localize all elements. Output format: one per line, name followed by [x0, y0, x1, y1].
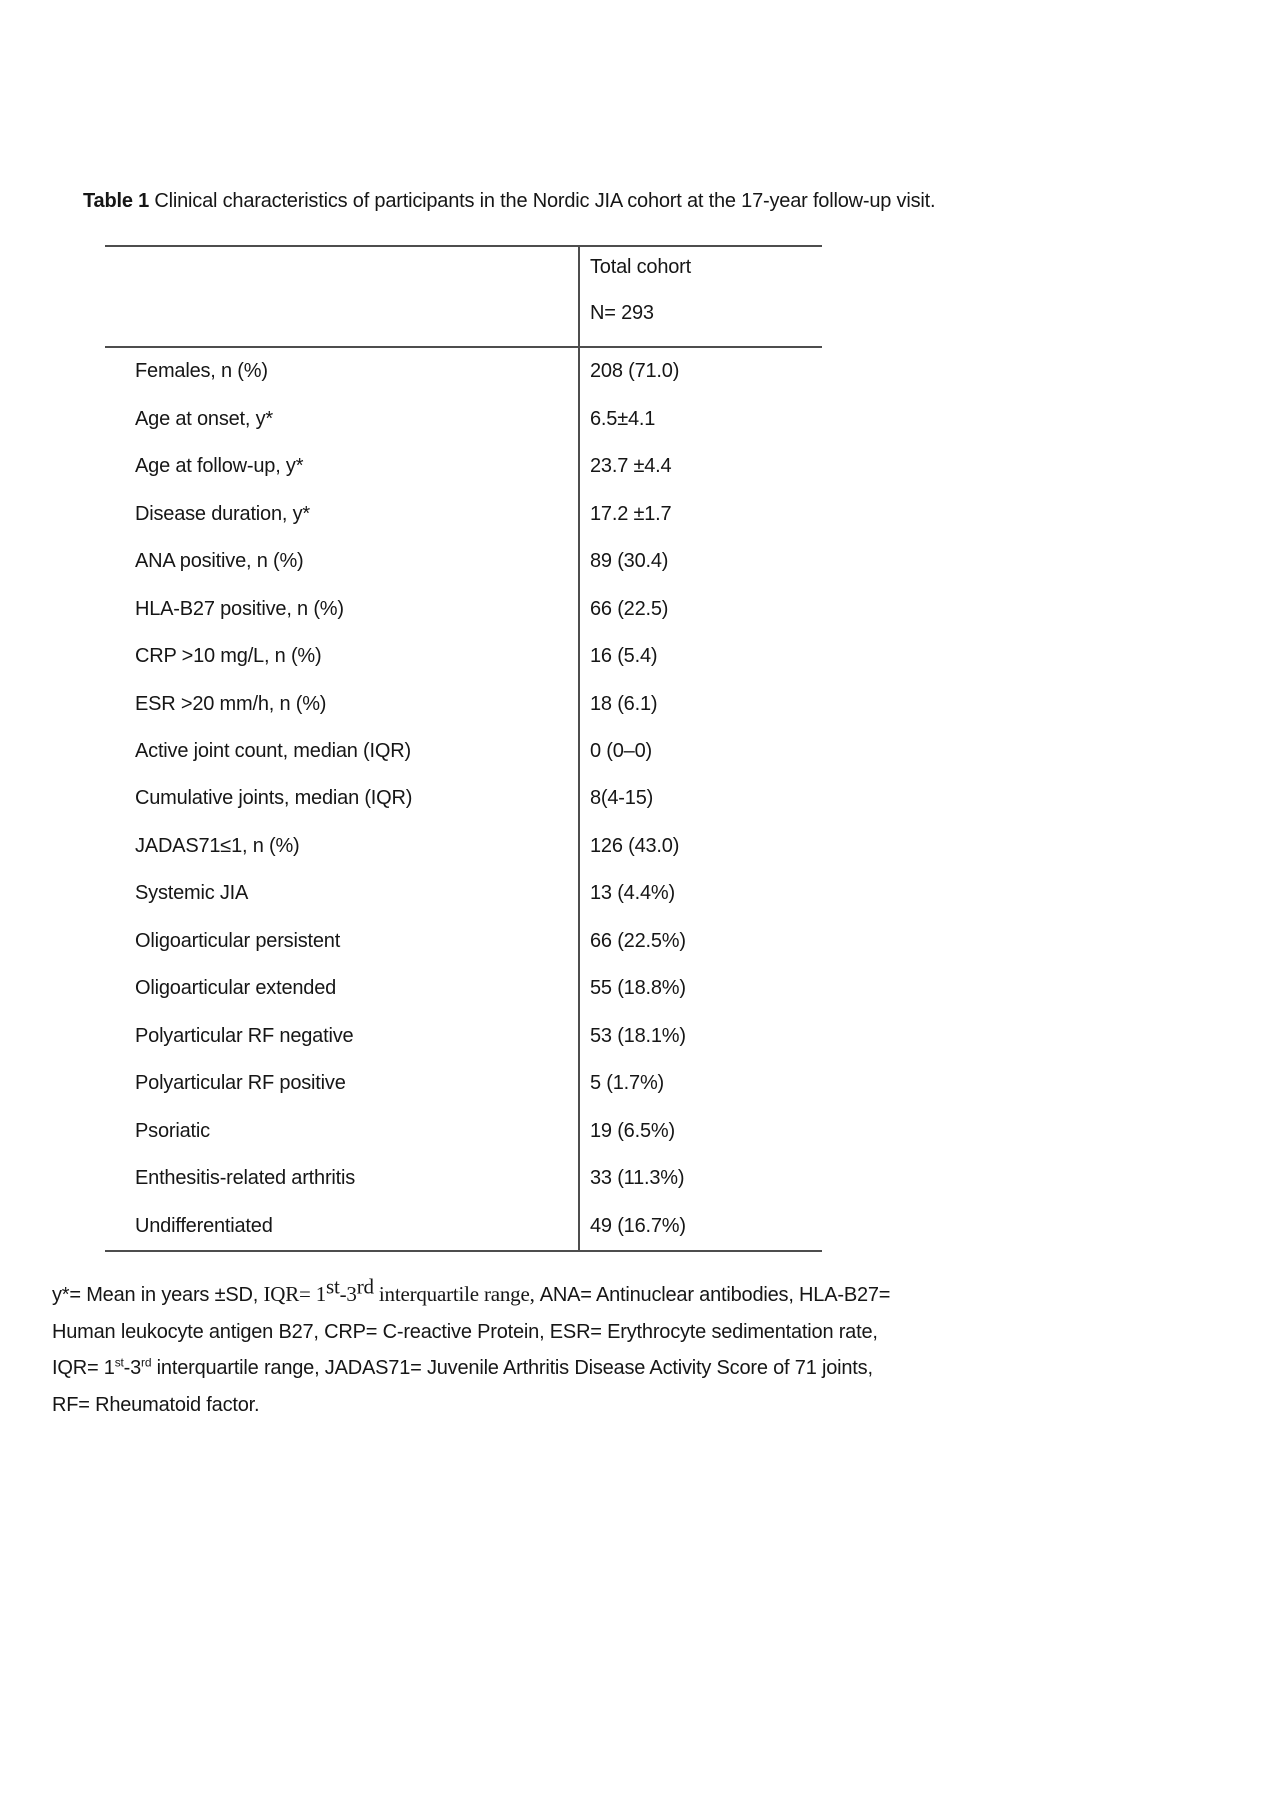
- footnote-segment: y*= Mean in years ±SD,: [52, 1284, 264, 1306]
- row-label: HLA-B27 positive, n (%): [135, 597, 344, 620]
- table-row: [105, 538, 822, 585]
- footnote-segment: st: [114, 1355, 124, 1370]
- footnote-segment: -3: [123, 1357, 142, 1379]
- row-value: 16 (5.4): [578, 633, 822, 680]
- row-value: 19 (6.5%): [578, 1108, 822, 1155]
- row-label: Oligoarticular persistent: [135, 929, 341, 952]
- header-cohort-cell: [578, 247, 822, 346]
- row-label: CRP >10 mg/L, n (%): [135, 645, 322, 668]
- row-value: 33 (11.3%): [578, 1155, 822, 1202]
- row-value: 126 (43.0): [578, 823, 822, 870]
- row-label: JADAS71≤1, n (%): [135, 834, 300, 857]
- header-empty-cell: [105, 247, 578, 346]
- table-row: [105, 633, 822, 680]
- table-row: [105, 1013, 822, 1060]
- table-row: [105, 1155, 822, 1202]
- table-row: [105, 348, 822, 395]
- table-header-row: [105, 247, 822, 348]
- row-value: 13 (4.4%): [578, 870, 822, 917]
- footnote: [52, 1276, 1052, 1423]
- row-label: Polyarticular RF positive: [135, 1072, 346, 1095]
- footnote-segment: RF= Rheumatoid factor.: [52, 1393, 260, 1416]
- row-value: 66 (22.5): [578, 585, 822, 632]
- row-label: Oligoarticular extended: [135, 977, 337, 1000]
- table-row: [105, 728, 822, 775]
- row-value: 6.5±4.1: [578, 395, 822, 442]
- footnote-segment: Human leukocyte antigen B27, CRP= C-reactive Protein, ESR= Erythrocyte sedimentation rate,: [52, 1320, 878, 1343]
- table-row: [105, 443, 822, 490]
- footnote-segment: rd: [141, 1355, 152, 1370]
- row-value: 23.7 ±4.4: [578, 443, 822, 490]
- row-value: 208 (71.0): [578, 348, 822, 395]
- table-row: [105, 870, 822, 917]
- row-value: 8(4-15): [578, 775, 822, 822]
- table-row: [105, 965, 822, 1012]
- row-label: ANA positive, n (%): [135, 550, 304, 573]
- row-label: Psoriatic: [135, 1119, 210, 1142]
- footnote-line: [52, 1387, 1052, 1424]
- row-label: Active joint count, median (IQR): [135, 739, 411, 762]
- row-value: 49 (16.7%): [578, 1202, 822, 1249]
- row-value: 18 (6.1): [578, 680, 822, 727]
- footnote-segment: IQR= 1: [263, 1282, 327, 1306]
- row-value: 55 (18.8%): [578, 965, 822, 1012]
- row-label: Cumulative joints, median (IQR): [135, 787, 413, 810]
- row-label: Enthesitis-related arthritis: [135, 1167, 356, 1190]
- row-label: Systemic JIA: [135, 882, 249, 905]
- row-value: 53 (18.1%): [578, 1013, 822, 1060]
- footnote-segment: IQR= 1: [52, 1357, 115, 1379]
- table-row: [105, 1060, 822, 1107]
- table-row: [105, 918, 822, 965]
- row-value: 66 (22.5%): [578, 918, 822, 965]
- footnote-segment: interquartile range, JADAS71= Juvenile Arthritis Disease Activity Score of 71 joints,: [151, 1357, 873, 1379]
- footnote-segment: st: [326, 1274, 340, 1299]
- row-value: 5 (1.7%): [578, 1060, 822, 1107]
- footnote-segment: rd: [356, 1274, 374, 1299]
- table-caption-number: Table 1: [83, 190, 150, 212]
- footnote-line: [52, 1314, 1052, 1351]
- table-row: [105, 775, 822, 822]
- row-label: Females, n (%): [135, 360, 268, 383]
- table-row: [105, 680, 822, 727]
- table-row: [105, 490, 822, 537]
- header-cohort-title: Total cohort: [590, 256, 691, 278]
- row-label: Age at follow-up, y*: [135, 455, 304, 478]
- footnote-segment: -3: [339, 1282, 357, 1306]
- table-row: [105, 1202, 822, 1249]
- row-value: 89 (30.4): [578, 538, 822, 585]
- row-label: Polyarticular RF negative: [135, 1024, 354, 1047]
- table-caption-text: Clinical characteristics of participants in the Nordic JIA cohort at the 17-year follow-up visit.: [149, 190, 936, 212]
- table-row: [105, 585, 822, 632]
- footnote-segment: ANA= Antinuclear antibodies, HLA-B27=: [539, 1284, 891, 1306]
- row-label: Age at onset, y*: [135, 407, 274, 430]
- table-row: [105, 395, 822, 442]
- row-value: 0 (0–0): [578, 728, 822, 775]
- table-body: [105, 348, 822, 1250]
- clinical-characteristics-table: [105, 245, 822, 1252]
- footnote-line: [52, 1350, 1052, 1387]
- row-label: Disease duration, y*: [135, 502, 310, 525]
- header-cohort-n: N= 293: [590, 302, 654, 324]
- footnote-segment: interquartile range,: [373, 1282, 540, 1306]
- row-label: Undifferentiated: [135, 1214, 273, 1237]
- row-label: ESR >20 mm/h, n (%): [135, 692, 327, 715]
- table-row: [105, 1108, 822, 1155]
- footnote-line: [52, 1276, 1052, 1314]
- row-value: 17.2 ±1.7: [578, 490, 822, 537]
- table-row: [105, 823, 822, 870]
- table-caption: [83, 188, 935, 214]
